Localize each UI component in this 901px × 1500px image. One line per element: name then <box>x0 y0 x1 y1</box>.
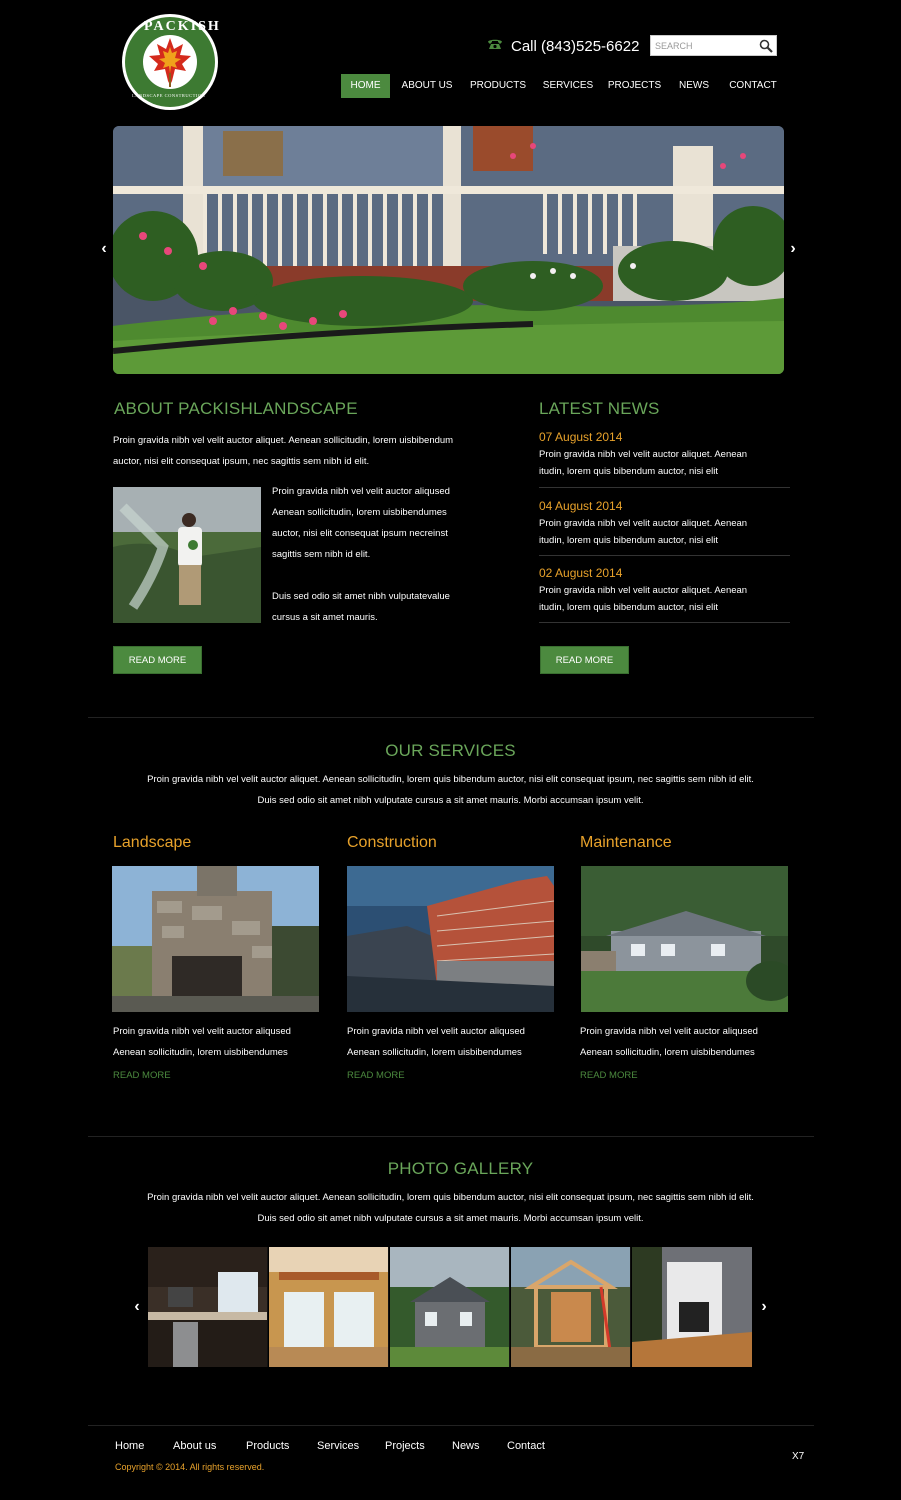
logo-text-bottom: LANDSCAPE CONSTRUCTION <box>132 93 206 98</box>
services-intro-line-1: Proin gravida nibh vel velit auctor aliquet. Aenean sollicitudin, lorem quis bibendum auctor, nisi elit consequat ipsum, nec sagittis sem nibh id elit. <box>147 774 754 785</box>
nav-products[interactable]: PRODUCTS <box>469 80 527 91</box>
about-body-line-3: auctor, nisi elit consequat ipsum necreinst <box>272 528 448 539</box>
footer-link-news[interactable]: News <box>452 1440 480 1452</box>
service-desc-line-1: Proin gravida nibh vel velit auctor aliqused <box>580 1026 758 1037</box>
phone-number[interactable]: Call (843)525-6622 <box>511 37 640 55</box>
service-desc-line-1: Proin gravida nibh vel velit auctor aliqused <box>347 1026 525 1037</box>
news-list <box>539 430 790 623</box>
about-title: ABOUT PACKISHLANDSCAPE <box>114 399 358 418</box>
phone-icon <box>487 37 503 55</box>
section-divider <box>88 1136 814 1137</box>
about-intro-line-2: auctor, nisi elit consequat ipsum, nec sagittis sem nibh id elit. <box>113 456 370 467</box>
footer-divider <box>88 1425 814 1426</box>
news-date: 07 August 2014 <box>539 430 623 444</box>
about-intro-line-1: Proin gravida nibh vel velit auctor aliquet. Aenean sollicitudin, lorem uisbibendum <box>113 435 454 446</box>
about-body-line-6: cursus a sit amet mauris. <box>272 612 378 623</box>
about-body-line-4: sagittis sem nibh id elit. <box>272 549 371 560</box>
service-read-more-landscape[interactable]: READ MORE <box>113 1070 171 1081</box>
news-divider <box>539 622 790 623</box>
logo-text-top: PACKISH <box>144 19 221 34</box>
footer-link-products[interactable]: Products <box>246 1440 290 1452</box>
news-date: 02 August 2014 <box>539 566 623 580</box>
about-body-line-2: Aenean sollicitudin, lorem uisbibendumes <box>272 507 447 518</box>
news-text-line-2: itudin, lorem quis bibendum auctor, nisi elit <box>539 535 719 546</box>
footer-credit[interactable]: X7 <box>792 1451 805 1462</box>
news-item[interactable] <box>539 430 790 487</box>
footer-link-contact[interactable]: Contact <box>507 1440 545 1452</box>
service-desc-line-2: Aenean sollicitudin, lorem uisbibendumes <box>580 1047 755 1058</box>
service-read-more-construction[interactable]: READ MORE <box>347 1070 405 1081</box>
gallery-thumb-fireplace[interactable] <box>632 1247 752 1367</box>
service-title-landscape: Landscape <box>113 834 192 851</box>
news-read-more-button[interactable]: READ MORE <box>540 646 629 674</box>
service-image-maintenance[interactable] <box>581 866 788 1012</box>
about-photo <box>113 487 261 623</box>
search-input[interactable] <box>651 36 751 55</box>
magnifier-icon[interactable] <box>759 39 773 58</box>
slider-prev-arrow[interactable]: ‹ <box>101 240 107 257</box>
service-desc-line-2: Aenean sollicitudin, lorem uisbibendumes <box>347 1047 522 1058</box>
news-title: LATEST NEWS <box>539 399 660 418</box>
service-image-construction[interactable] <box>347 866 554 1012</box>
service-read-more-maintenance[interactable]: READ MORE <box>580 1070 638 1081</box>
news-text-line-2: itudin, lorem quis bibendum auctor, nisi elit <box>539 602 719 613</box>
gallery-title: PHOTO GALLERY <box>387 1159 534 1178</box>
news-text-line-2: itudin, lorem quis bibendum auctor, nisi elit <box>539 466 719 477</box>
news-text-line-1: Proin gravida nibh vel velit auctor aliquet. Aenean <box>539 518 748 529</box>
gallery-thumb-framing[interactable] <box>511 1247 631 1367</box>
gallery-next-arrow[interactable]: › <box>761 1298 767 1315</box>
footer-link-about-us[interactable]: About us <box>173 1440 217 1452</box>
gallery-intro <box>0 1187 901 1229</box>
news-text-line-1: Proin gravida nibh vel velit auctor aliquet. Aenean <box>539 585 748 596</box>
about-body-line-1: Proin gravida nibh vel velit auctor aliqused <box>272 486 450 497</box>
about-body-line-5: Duis sed odio sit amet nibh vulputatevalue <box>272 591 450 602</box>
nav-services[interactable]: SERVICES <box>542 80 594 91</box>
service-desc-line-1: Proin gravida nibh vel velit auctor aliqused <box>113 1026 291 1037</box>
service-desc-landscape <box>113 1021 323 1063</box>
news-item[interactable] <box>539 556 790 622</box>
copyright-text: Copyright © 2014. All rights reserved. <box>115 1462 265 1472</box>
nav-home[interactable]: HOME <box>341 74 390 98</box>
footer-link-services[interactable]: Services <box>317 1440 360 1452</box>
gallery-intro-line-2: Duis sed odio sit amet nibh vulputate cursus a sit amet mauris. Morbi accumsan ipsum velit. <box>257 1213 644 1224</box>
gallery-prev-arrow[interactable]: ‹ <box>134 1298 140 1315</box>
footer-link-home[interactable]: Home <box>115 1440 145 1452</box>
nav-contact[interactable]: CONTACT <box>729 80 777 91</box>
nav-projects[interactable]: PROJECTS <box>607 80 662 91</box>
service-desc-construction <box>347 1021 557 1063</box>
service-image-landscape[interactable] <box>112 866 319 1012</box>
services-title: OUR SERVICES <box>385 741 516 760</box>
footer-link-projects[interactable]: Projects <box>385 1440 425 1452</box>
services-intro <box>0 769 901 811</box>
service-title-construction: Construction <box>347 834 437 851</box>
about-read-more-button[interactable]: READ MORE <box>113 646 202 674</box>
gallery-intro-line-1: Proin gravida nibh vel velit auctor aliquet. Aenean sollicitudin, lorem quis bibendum auctor, nisi elit consequat ipsum, nec sagittis sem nibh id elit. <box>147 1192 754 1203</box>
gallery-thumb-cottage[interactable] <box>390 1247 510 1367</box>
nav-news[interactable]: NEWS <box>679 80 709 91</box>
services-intro-line-2: Duis sed odio sit amet nibh vulputate cursus a sit amet mauris. Morbi accumsan ipsum velit. <box>257 795 644 806</box>
hero-slide-image <box>113 126 784 374</box>
service-title-maintenance: Maintenance <box>580 834 672 851</box>
about-intro <box>113 430 493 472</box>
search-box <box>650 35 777 56</box>
news-item[interactable] <box>539 488 790 555</box>
news-date: 04 August 2014 <box>539 499 623 513</box>
logo[interactable] <box>120 13 220 111</box>
news-text-line-1: Proin gravida nibh vel velit auctor aliquet. Aenean <box>539 449 748 460</box>
service-desc-maintenance <box>580 1021 790 1063</box>
gallery-thumb-kitchen[interactable] <box>148 1247 268 1367</box>
section-divider <box>88 717 814 718</box>
service-desc-line-2: Aenean sollicitudin, lorem uisbibendumes <box>113 1047 288 1058</box>
gallery-thumb-sunroom[interactable] <box>269 1247 389 1367</box>
nav-about-us[interactable]: ABOUT US <box>401 80 453 91</box>
phone-contact <box>487 36 639 56</box>
about-body <box>272 481 472 628</box>
slider-next-arrow[interactable]: › <box>790 240 796 257</box>
